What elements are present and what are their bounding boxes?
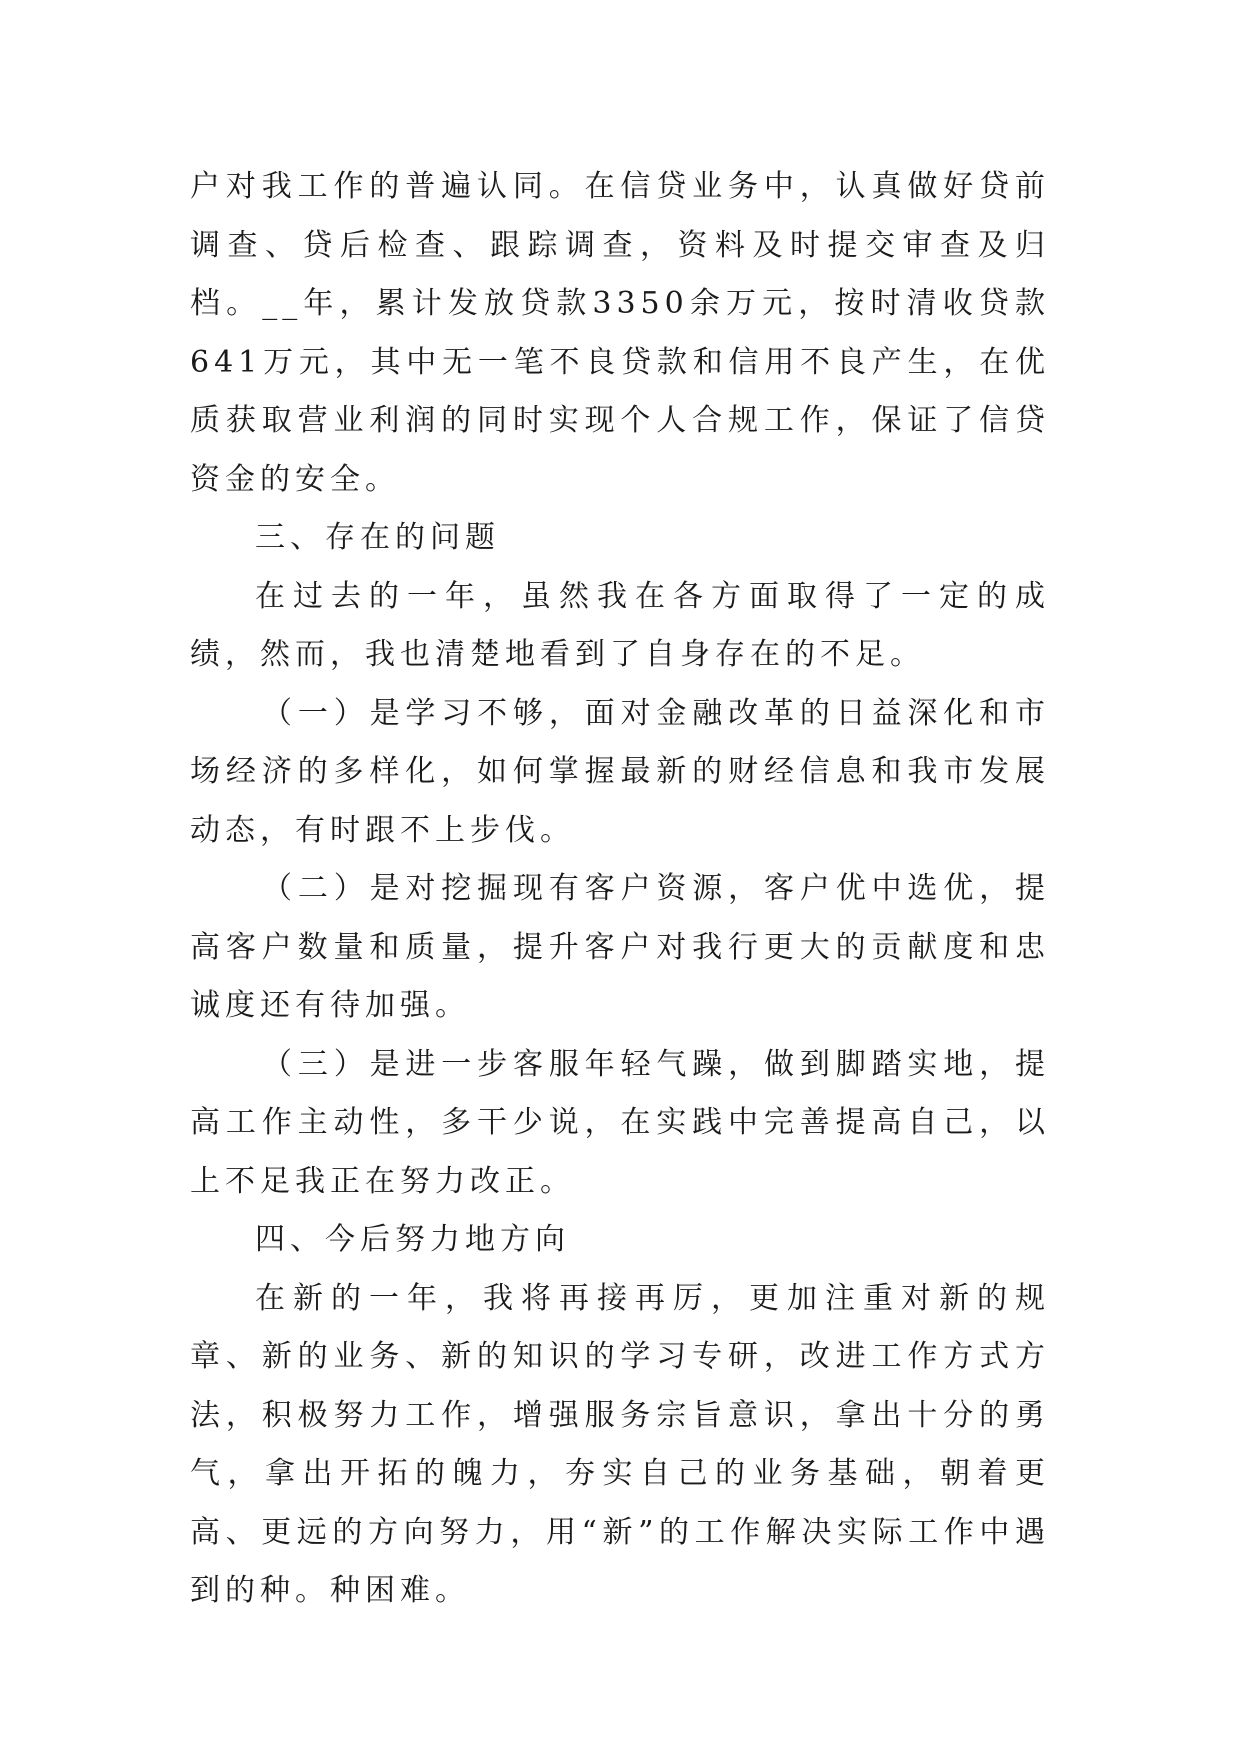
paragraph-continuation: 户对我工作的普遍认同。在信贷业务中，认真做好贷前调查、贷后检查、跟踪调查，资料及时提交审查及归档。__年，累计发放贷款3350余万元，按时清收贷款641万元，其中无一笔不良贷款和信用不良产生，在优质获取营业利润的同时实现个人合规工作，保证了信贷资金的安全。 (190, 169, 1050, 497)
paragraph-problem-3: （三）是进一步客服年轻气躁，做到脚踏实地，提高工作主动性，多干少说，在实践中完善提高自己，以上不足我正在努力改正。 (190, 1046, 1050, 1199)
paragraph-problem-2: （二）是对挖掘现有客户资源，客户优中选优，提高客户数量和质量，提升客户对我行更大的贡献度和忠诚度还有待加强。 (190, 871, 1050, 1023)
section-heading-direction: 四、今后努力地方向 (255, 1222, 570, 1257)
paragraph-direction: 在新的一年，我将再接再厉，更加注重对新的规章、新的业务、新的知识的学习专研，改进工作方式方法，积极努力工作，增强服务宗旨意识，拿出十分的勇气，拿出开拓的魄力，夯实自己的业务基础，朝着更高、更远的方向努力，用“新”的工作解决实际工作中遇到的种。种困难。 (190, 1280, 1050, 1608)
section-heading-problems: 三、存在的问题 (255, 520, 500, 555)
paragraph-problems-intro: 在过去的一年，虽然我在各方面取得了一定的成绩，然而，我也清楚地看到了自身存在的不足。 (190, 578, 1050, 672)
paragraph-problem-1: （一）是学习不够，面对金融改革的日益深化和市场经济的多样化，如何掌握最新的财经信息和我市发展动态，有时跟不上步伐。 (190, 695, 1050, 848)
document-body (190, 158, 1050, 1621)
